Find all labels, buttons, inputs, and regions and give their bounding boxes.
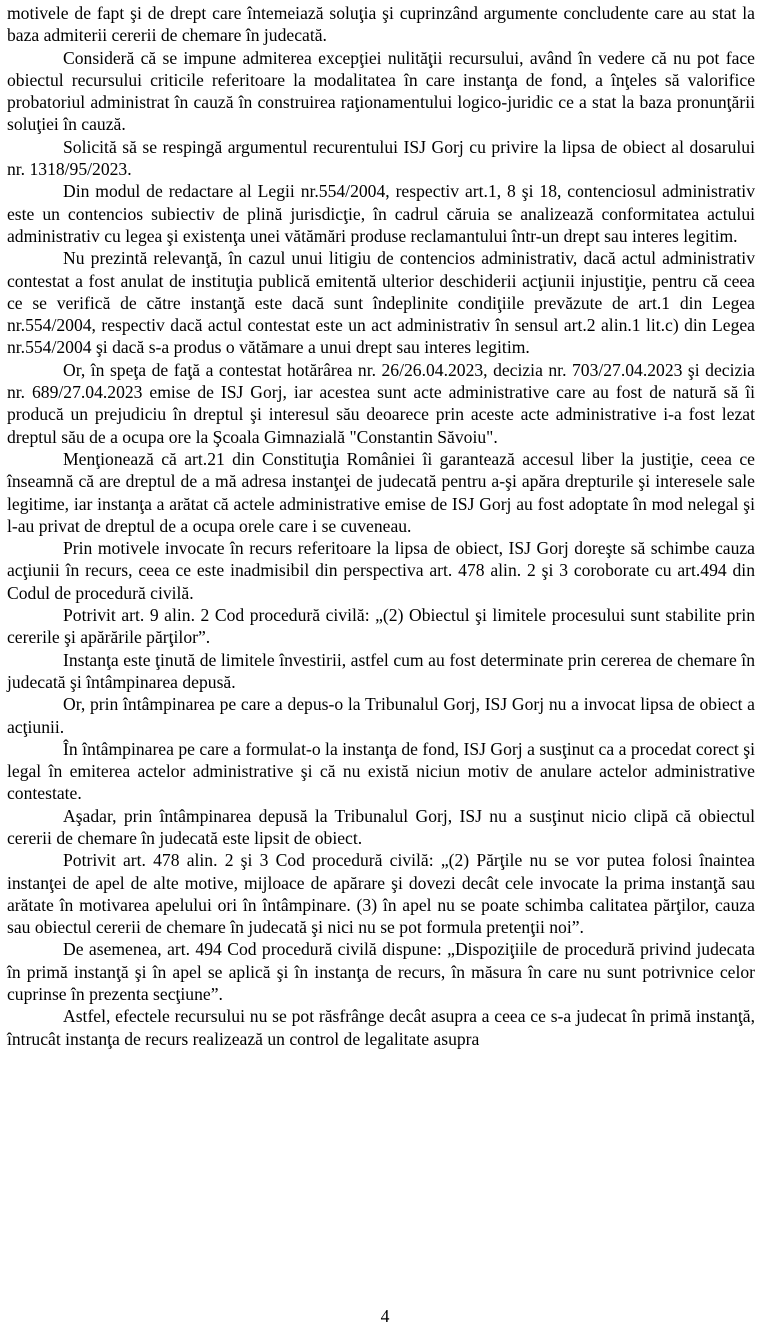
paragraph-first-instance: În întâmpinarea pe care a formulat-o la instanţa de fond, ISJ Gorj a susţinut ca a procedat corect şi legal în emiterea actelor administrative şi că nu există niciun motiv de anulare actelor administrative contestate.	[7, 738, 755, 804]
paragraph-law-554: Din modul de redactare al Legii nr.554/2004, respectiv art.1, 8 şi 18, contenciosul administrativ este un contencios subiectiv de plină jurisdicţie, în cadrul căruia se analizează conformitatea actului administrativ cu legea şi existenţa unei vătămări produse reclamantului într-un drept sau interes legitim.	[7, 181, 755, 246]
paragraph-continuation: motivele de fapt şi de drept care întemeiază soluţia şi cuprinzând argumente concludente care au stat la baza admiterii cererii de chemare în judecată.	[7, 3, 755, 46]
paragraph-constitution: Menţionează că art.21 din Constituţia României îi garantează accesul liber la justiţie, ceea ce înseamnă că are dreptul de a mă adresa instanţei de judecată pentru a-şi apăra drepturile şi interesele sale legitime, iar instanţa a arătat că actele administrative emise de ISJ Gorj au fost adoptate în mod nelegal şi l-au privat de dreptul de a ocupa orele care i se cuveneau.	[7, 448, 755, 536]
paragraph-limits: Instanţa este ţinută de limitele învestirii, astfel cum au fost determinate prin cererea de chemare în judecată şi întâmpinarea depusă.	[7, 649, 755, 692]
paragraph-art-494: De asemenea, art. 494 Cod procedură civilă dispune: „Dispoziţiile de procedură privind judecata în primă instanţă şi în apel se aplică şi în instanţa de recurs, în măsura în care nu sunt potrivnice celor cuprinse în prezenta secţiune”.	[7, 939, 755, 1005]
paragraph-therefore: Aşadar, prin întâmpinarea depusă la Tribunalul Gorj, ISJ nu a susţinut nicio clipă că obiectul cererii de chemare în judecată este lipsit de obiect.	[7, 805, 755, 848]
document-body	[7, 2, 755, 1050]
paragraph-contested-acts: Or, în speţa de faţă a contestat hotărârea nr. 26/26.04.2023, decizia nr. 703/27.04.2023 şi decizia nr. 689/27.04.2023 emise de ISJ Gorj, iar acestea sunt acte administrative care au fost de natură să îi producă un prejudiciu în dreptul şi interesul său deoarece prin aceste acte administrative i-a fost lezat dreptul său de a ocupa ore la Şcoala Gimnazială "Constantin Săvoiu".	[7, 359, 755, 447]
paragraph-art-478: Potrivit art. 478 alin. 2 şi 3 Cod procedură civilă: „(2) Părţile nu se vor putea folosi înaintea instanţei de apel de alte motive, mijloace de apărare şi dovezi decât cele invocate la prima instanţă sau arătate în motivarea apelului ori în întâmpinare. (3) în apel nu se poate schimba calitatea părţilor, cauza sau obiectul cererii de chemare în judecată şi nici nu se pot formula pretenţii noi”.	[7, 850, 755, 938]
paragraph-reject-argument: Solicită să se respingă argumentul recurentului ISJ Gorj cu privire la lipsa de obiect al dosarului nr. 1318/95/2023.	[7, 136, 755, 180]
paragraph-exception-nullity: Consideră că se impune admiterea excepţiei nulităţii recursului, având în vedere că nu pot face obiectul recursului criticile referitoare la modalitatea în care instanţa de fond, a înţeles să valorifice probatoriul administrat în cauză în construirea raţionamentului logico-juridic ce a stat la baza pronunţării soluţiei în cauză.	[7, 47, 755, 135]
page-number: 4	[380, 1306, 390, 1326]
paragraph-relevance: Nu prezintă relevanţă, în cazul unui litigiu de contencios administrativ, dacă actul administrativ contestat a fost anulat de instituţia publică emitentă ulterior deschiderii acţiunii injustiţie, pentru că ceea ce se verifică de către instanţă este dacă sunt îndeplinite condiţiile prevăzute de art.1 din Legea nr.554/2004, respectiv dacă actul contestat este un act administrativ în sensul art.2 alin.1 lit.c) din Legea nr.554/2004 şi dacă s-a produs o vătămare a unui drept sau interes legitim.	[7, 248, 755, 358]
paragraph-recourse-motives: Prin motivele invocate în recurs referitoare la lipsa de obiect, ISJ Gorj doreşte să schimbe cauza acţiunii în recurs, ceea ce este inadmisibil din perspectiva art. 478 alin. 2 şi 3 coroborate cu art.494 din Codul de procedură civilă.	[7, 538, 755, 603]
paragraph-effects: Astfel, efectele recursului nu se pot răsfrânge decât asupra a ceea ce s-a judecat în primă instanţă, întrucât instanţa de recurs realizează un control de legalitate asupra	[7, 1006, 755, 1049]
paragraph-art-9: Potrivit art. 9 alin. 2 Cod procedură civilă: „(2) Obiectul şi limitele procesului sunt stabilite prin cererile şi apărările părţilor”.	[7, 605, 755, 648]
paragraph-statement-of-defence: Or, prin întâmpinarea pe care a depus-o la Tribunalul Gorj, ISJ Gorj nu a invocat lipsa de obiect a acţiunii.	[7, 694, 755, 737]
